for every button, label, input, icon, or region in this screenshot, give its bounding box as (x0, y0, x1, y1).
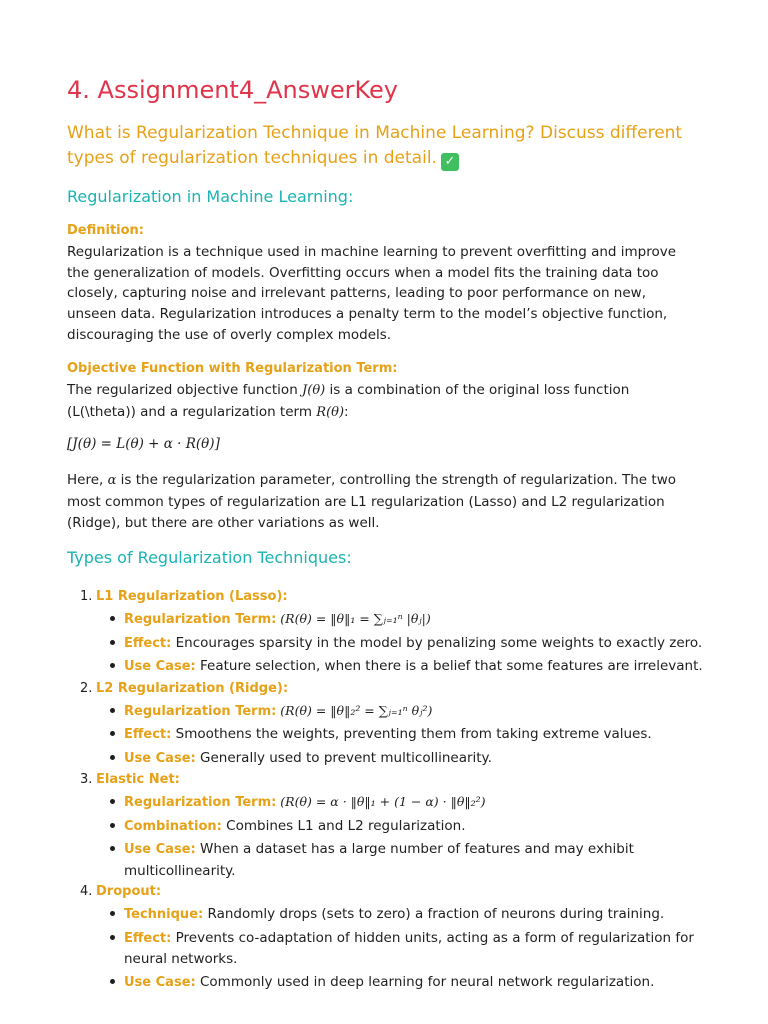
item-key: Use Case: (124, 842, 196, 857)
type-number: 2. (80, 680, 93, 696)
math-j-theta: J(θ) (302, 382, 326, 398)
objective-text (67, 380, 697, 424)
type-number: 1. (80, 589, 93, 604)
objective-text-b: is a combination of the original loss function (L(\theta)) and a regularization term (67, 381, 630, 420)
item-key: Effect: (124, 635, 172, 651)
item-key: Regularization Term: (124, 612, 277, 627)
math-r-theta: R(θ) (316, 404, 345, 420)
item-text: Smoothens the weights, preventing them from taking extreme values. (171, 726, 652, 742)
list-item (96, 904, 707, 926)
type-item-elastic-net (67, 769, 707, 881)
type-sublist (96, 609, 707, 678)
item-formula: (R(θ) = ‖θ‖₂² = ∑ⱼ₌₁ⁿ θⱼ²) (276, 702, 433, 718)
item-key: Use Case: (124, 974, 196, 990)
item-text: Prevents co-adaptation of hidden units, acting as a form of regularization for neural networks. (124, 929, 694, 967)
item-key: Use Case: (124, 750, 196, 766)
question-heading (67, 121, 707, 171)
item-key: Effect: (124, 930, 172, 946)
item-text: Generally used to prevent multicollinearity. (195, 749, 492, 766)
list-item (96, 609, 707, 631)
item-text: Randomly drops (sets to zero) a fraction of neurons during training. (203, 906, 665, 922)
item-key: Use Case: (124, 659, 196, 674)
objective-label: Objective Function with Regularization Term: (67, 361, 398, 376)
list-item (96, 701, 707, 723)
question-text: What is Regularization Technique in Machine Learning? Discuss different types of regularization techniques in detail. (67, 123, 683, 168)
here-text-a: Here, (67, 472, 108, 488)
list-item (96, 816, 707, 838)
objective-text-a: The regularized objective function (67, 381, 303, 398)
type-sublist (96, 904, 707, 993)
item-key: Regularization Term: (124, 795, 277, 810)
math-alpha: α (107, 473, 117, 488)
type-item-l2 (67, 678, 707, 770)
item-text: When a dataset has a large number of features and may exhibit multicollinearity. (124, 841, 634, 879)
type-label: Dropout: (96, 884, 162, 899)
list-item (96, 839, 707, 881)
list-item (96, 792, 707, 814)
list-item (96, 656, 707, 678)
list-item (96, 972, 707, 994)
list-item (96, 928, 707, 970)
definition-block (67, 221, 697, 346)
type-label: L2 Regularization (Ridge): (96, 680, 289, 696)
check-mark-icon: ✓ (441, 153, 459, 171)
here-block (67, 470, 697, 533)
item-text: Combines L1 and L2 regularization. (221, 817, 466, 834)
item-text: Feature selection, when there is a belief that some features are irrelevant. (195, 658, 703, 674)
type-sublist (96, 792, 707, 881)
list-item (96, 724, 707, 746)
definition-text: Regularization is a technique used in machine learning to prevent overfitting and improve the generalization of models. Overfitting occurs when a model fits the training data too closely, capturing noise and irrelevant patterns, leading to poor performance on new, unseen data. Regularization introduces a penalty term to the model’s objective function, discouraging the use of overly complex models. (67, 243, 677, 343)
type-number: 3. (80, 772, 93, 787)
item-key: Combination: (124, 818, 222, 834)
type-number: 4. (80, 884, 93, 899)
objective-text-c: : (344, 403, 349, 420)
types-list (67, 586, 707, 993)
objective-block (67, 359, 697, 423)
objective-formula: [J(θ) = L(θ) + α · R(θ)] (67, 436, 220, 452)
type-label: L1 Regularization (Lasso): (96, 589, 288, 604)
item-formula: (R(θ) = α · ‖θ‖₁ + (1 − α) · ‖θ‖₂²) (276, 794, 486, 809)
item-text: Commonly used in deep learning for neural network regularization. (195, 973, 655, 990)
type-item-l1 (67, 586, 707, 678)
item-key: Technique: (124, 907, 204, 922)
type-sublist (96, 701, 707, 770)
item-text: Encourages sparsity in the model by penalizing some weights to exactly zero. (171, 634, 703, 651)
here-text (67, 470, 697, 533)
definition-label: Definition: (67, 223, 145, 238)
type-label: Elastic Net: (96, 772, 180, 787)
item-formula: (R(θ) = ‖θ‖₁ = ∑ⱼ₌₁ⁿ |θⱼ|) (276, 611, 431, 626)
here-text-b: is the regularization parameter, controlling the strength of regularization. The two most common types of regularization are L1 regularization (Lasso) and L2 regularization (Ridge), but there are other variations as well. (67, 472, 676, 531)
item-key: Effect: (124, 727, 172, 742)
type-item-dropout (67, 881, 707, 993)
list-item (96, 633, 707, 655)
item-key: Regularization Term: (124, 703, 277, 719)
section-heading-regularization: Regularization in Machine Learning: (67, 187, 354, 206)
list-item (96, 748, 707, 770)
section-heading-types: Types of Regularization Techniques: (67, 548, 352, 567)
page-title: 4. Assignment4_AnswerKey (67, 76, 399, 104)
